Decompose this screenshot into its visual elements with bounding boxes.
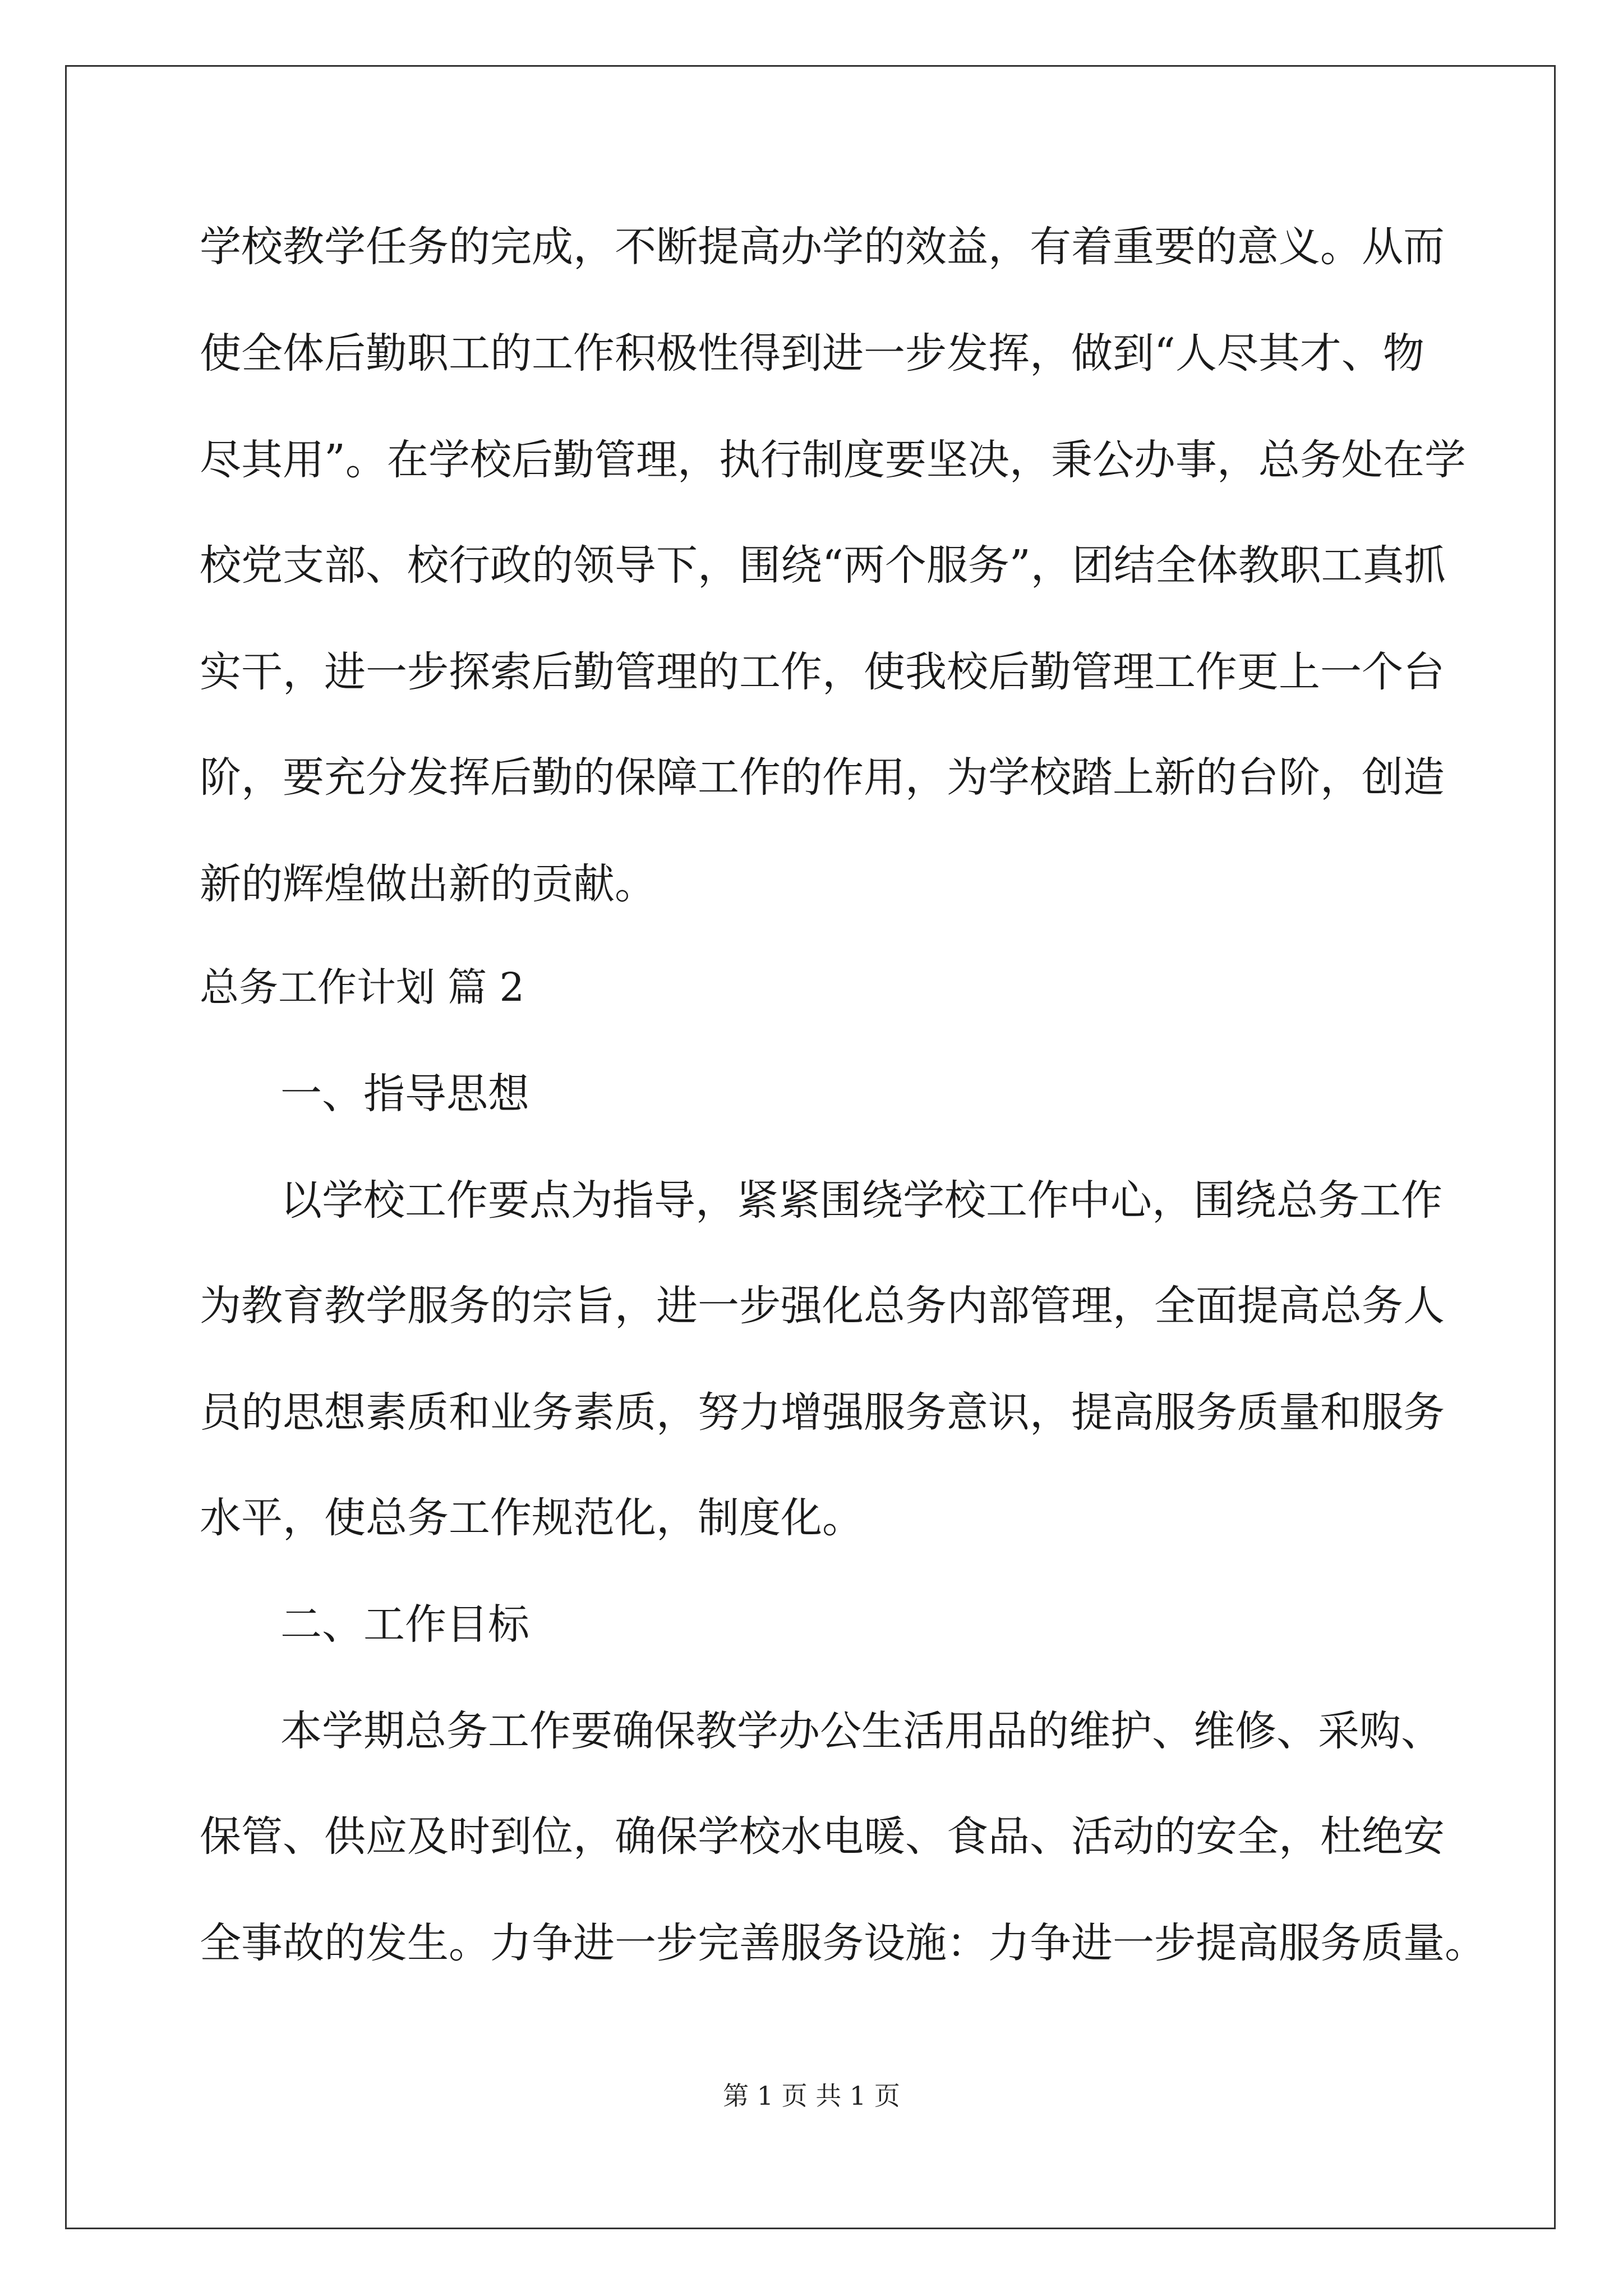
- paragraph-line: 尽其用”。在学校后勤管理，执行制度要坚决，秉公办事，总务处在学: [200, 436, 1466, 484]
- paragraph-line: 水平，使总务工作规范化，制度化。: [200, 1494, 864, 1542]
- paragraph-line: 员的思想素质和业务素质，努力增强服务意识，提高服务质量和服务: [200, 1388, 1445, 1437]
- paragraph-line: 全事故的发生。力争进一步完善服务设施：力争进一步提高服务质量。: [200, 1919, 1486, 1967]
- heading-work-goals: 二、工作目标: [280, 1600, 529, 1649]
- paragraph-line: 新的辉煌做出新的贡献。: [200, 860, 656, 908]
- paragraph-line: 为教育教学服务的宗旨，进一步强化总务内部管理，全面提高总务人: [200, 1282, 1445, 1330]
- paragraph-line: 实干，进一步探索后勤管理的工作，使我校后勤管理工作更上一个台: [200, 648, 1445, 696]
- page-number-footer: 第 1 页 共 1 页: [723, 2081, 900, 2111]
- paragraph-line: 学校教学任务的完成，不断提高办学的效益，有着重要的意义。从而: [200, 223, 1445, 271]
- paragraph-line: 以学校工作要点为指导，紧紧围绕学校工作中心，围绕总务工作: [280, 1176, 1442, 1225]
- paragraph-line: 使全体后勤职工的工作积极性得到进一步发挥，做到“人尽其才、物: [200, 329, 1424, 378]
- paragraph-line: 阶，要充分发挥后勤的保障工作的作用，为学校踏上新的台阶，创造: [200, 753, 1445, 802]
- heading-guiding-ideology: 一、指导思想: [280, 1070, 529, 1118]
- paragraph-line: 本学期总务工作要确保教学办公生活用品的维护、维修、采购、: [280, 1707, 1442, 1755]
- paragraph-line: 校党支部、校行政的领导下，围绕“两个服务”，团结全体教职工真抓: [200, 541, 1446, 590]
- page-border: [65, 65, 1556, 2229]
- section-title: 总务工作计划 篇 2: [200, 964, 525, 1010]
- paragraph-line: 保管、供应及时到位，确保学校水电暖、食品、活动的安全，杜绝安: [200, 1812, 1445, 1861]
